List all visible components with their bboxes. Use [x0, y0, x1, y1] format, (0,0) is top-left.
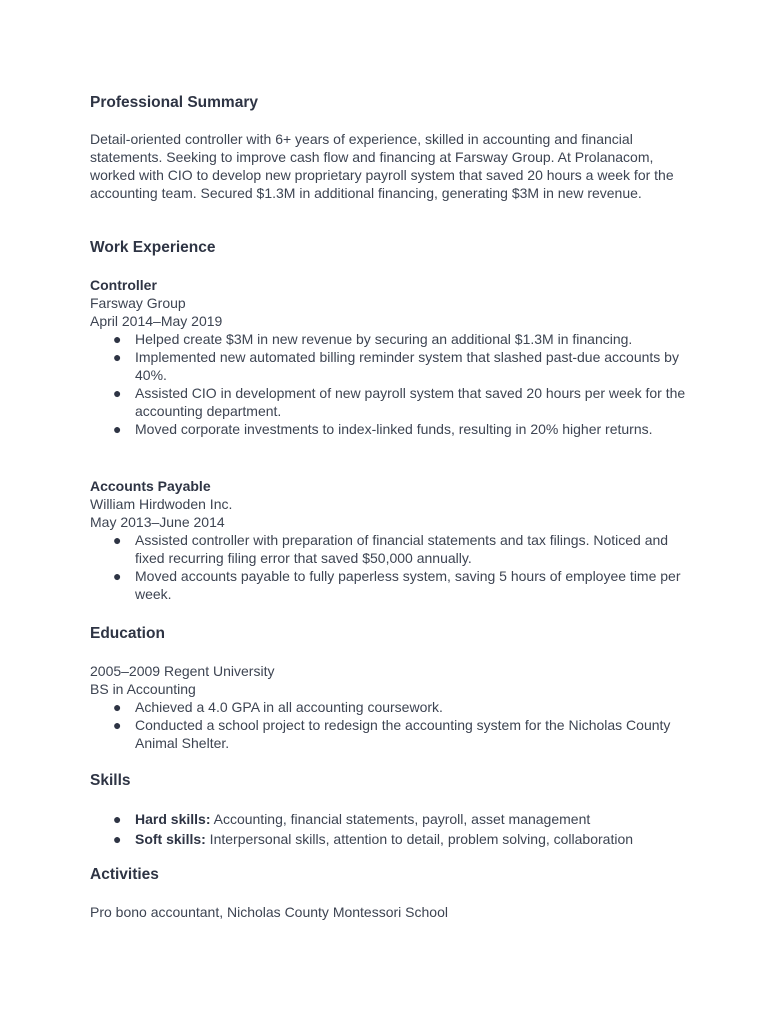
list-item [90, 531, 690, 567]
education-school: 2005–2009 Regent University [90, 663, 275, 679]
work-heading: Work Experience [90, 239, 216, 256]
job-company: William Hirdwoden Inc. [90, 496, 233, 512]
list-item [90, 698, 690, 716]
job-entry [90, 276, 690, 438]
bullet-text: Moved corporate investments to index-linked funds, resulting in 20% higher returns. [135, 421, 653, 437]
skills-heading: Skills [90, 772, 131, 789]
job-company: Farsway Group [90, 295, 186, 311]
job-dates: April 2014–May 2019 [90, 313, 223, 329]
list-item [90, 348, 690, 384]
job-dates: May 2013–June 2014 [90, 514, 225, 530]
job-bullets [90, 531, 690, 603]
education-section [90, 662, 690, 752]
bullet-text: Achieved a 4.0 GPA in all accounting coursework. [135, 699, 443, 715]
summary-text: Detail-oriented controller with 6+ years of experience, skilled in accounting and financial statements. Seeking to improve cash flow and financing at Farsway Group. At Prolanacom, worked with CIO to develop new proprietary payroll system that saved 20 hours a week for the accounting team. Secured $1.3M in additional financing, generating $3M in new revenue. [90, 131, 674, 201]
bullet-icon: ● [113, 811, 122, 827]
list-item [90, 810, 690, 828]
bullet-text: Implemented new automated billing reminder system that slashed past-due accounts by 40%. [135, 349, 679, 383]
job-entry [90, 477, 690, 603]
education-bullets [90, 698, 690, 752]
bullet-icon: ● [113, 717, 122, 733]
skills-list [90, 810, 690, 848]
skill-text: Interpersonal skills, attention to detail, problem solving, collaboration [205, 831, 634, 847]
activities-text: Pro bono accountant, Nicholas County Montessori School [90, 904, 448, 920]
skill-label: Soft skills: [135, 831, 206, 847]
skills-section [90, 810, 690, 850]
summary-section [90, 130, 690, 202]
activities-section [90, 903, 690, 921]
bullet-icon: ● [113, 349, 122, 365]
bullet-text: Helped create $3M in new revenue by securing an additional $1.3M in financing. [135, 331, 633, 347]
bullet-text: Assisted controller with preparation of financial statements and tax filings. Noticed and fixed recurring filing error that saved $50,000 annually. [135, 532, 669, 566]
bullet-icon: ● [113, 699, 122, 715]
list-item [90, 420, 690, 438]
bullet-text: Moved accounts payable to fully paperless system, saving 5 hours of employee time per week. [135, 568, 681, 602]
list-item [90, 567, 690, 603]
bullet-icon: ● [113, 532, 122, 548]
job-title: Controller [90, 277, 157, 293]
skill-text: Accounting, financial statements, payroll, asset management [210, 811, 591, 827]
bullet-icon: ● [113, 421, 122, 437]
job-title: Accounts Payable [90, 478, 211, 494]
summary-heading: Professional Summary [90, 94, 258, 111]
activities-heading: Activities [90, 866, 159, 883]
list-item [90, 384, 690, 420]
list-item [90, 330, 690, 348]
skill-label: Hard skills: [135, 811, 211, 827]
list-item [90, 830, 690, 848]
bullet-text: Assisted CIO in development of new payroll system that saved 20 hours per week for the accounting department. [135, 385, 686, 419]
job-bullets [90, 330, 690, 438]
bullet-icon: ● [113, 831, 122, 847]
bullet-icon: ● [113, 331, 122, 347]
education-degree: BS in Accounting [90, 681, 196, 697]
bullet-icon: ● [113, 385, 122, 401]
bullet-text: Conducted a school project to redesign the accounting system for the Nicholas County Animal Shelter. [135, 717, 671, 751]
bullet-icon: ● [113, 568, 122, 584]
list-item [90, 716, 690, 752]
education-heading: Education [90, 625, 165, 642]
